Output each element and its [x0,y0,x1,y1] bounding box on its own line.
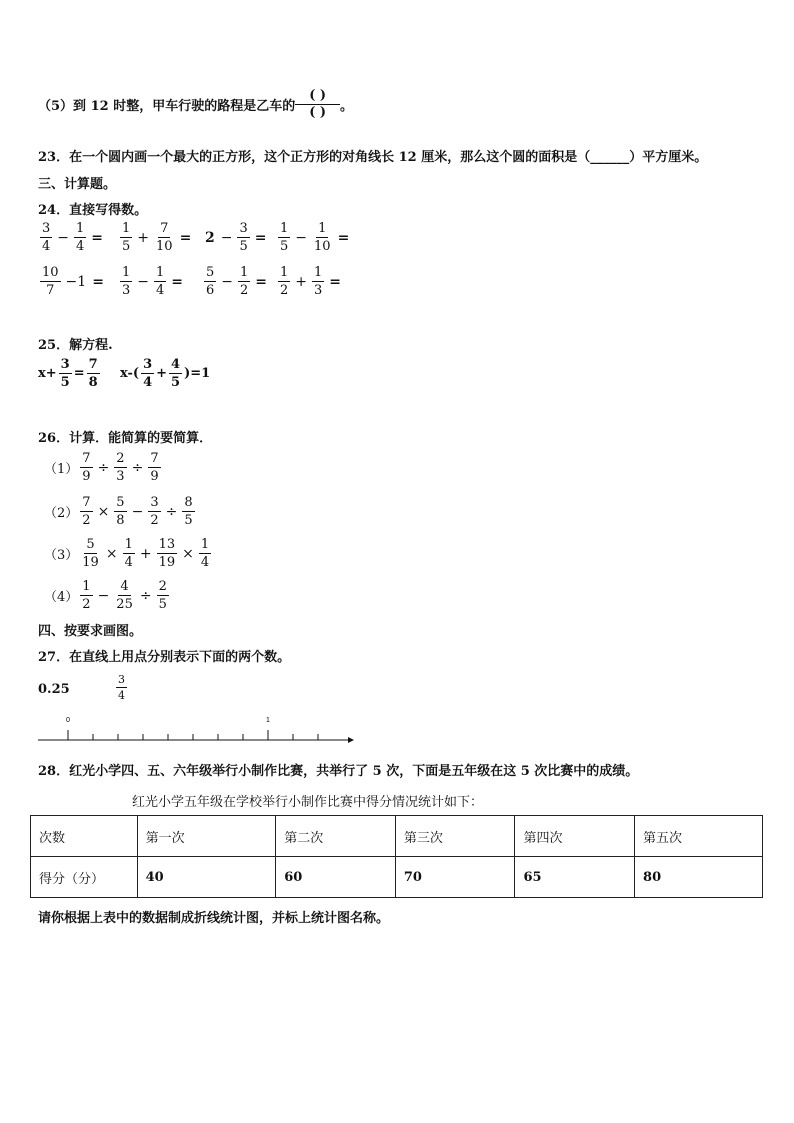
q25-eq2-prefix: x-( [120,366,140,381]
table-cell-score: 40 [137,857,276,898]
tick-label-0: 0 [66,717,70,724]
fraction: $\frac{7}{2}$ [82,495,91,528]
table-row-label: 得分（分） [31,857,138,898]
fraction: $\frac{1}{3}$ [122,265,131,298]
table-row [31,857,763,898]
fraction: $\frac{3}{4}$ [143,357,153,390]
q25-eq1-prefix: x+ [38,366,57,381]
fraction: $\frac{2}{5}$ [158,579,167,612]
q22-blank-numerator[interactable]: ( ) [295,88,340,105]
fraction: $\frac{10}{7}$ [42,265,59,298]
table-cell-score: 70 [395,857,515,898]
table-cell-score: 65 [515,857,635,898]
q22-suffix: 。 [340,99,354,114]
fraction: $\frac{1}{4}$ [156,265,165,298]
fraction: $\frac{3}{5}$ [239,221,248,254]
fraction: $\frac{7}{8}$ [88,357,98,390]
fraction: $\frac{1}{3}$ [314,265,323,298]
q27-number-decimal: 0.25 [38,682,70,697]
q22-part5 [38,88,353,121]
q22-prefix: （5）到 12 时整，甲车行驶的路程是乙车的 [38,99,296,114]
q22-blank-denominator[interactable]: ( ) [309,105,327,120]
fraction: $\frac{3}{5}$ [60,357,70,390]
q27-number-fraction: $\frac{3}{4}$ [118,673,125,702]
fraction: $\frac{7}{9}$ [150,451,159,484]
q26-item: （2） $\frac{7}{2}$ × $\frac{5}{8}$ − $\frac{3}{2}$ ÷ $\frac{8}{5}$ [44,495,193,528]
fraction: $\frac{8}{5}$ [184,495,193,528]
q25-eq1-equals: = [73,366,85,381]
table-cell-score: 80 [635,857,763,898]
table-header-cell: 第二次 [276,816,396,857]
fraction: $\frac{4}{25}$ [116,579,133,612]
q24-item: 2 − $\frac{3}{5}$ = [205,221,267,254]
q26-item: （1） $\frac{7}{9}$ ÷ $\frac{2}{3}$ ÷ $\frac{7}{9}$ [44,451,159,484]
table-header-cell: 第三次 [395,816,515,857]
q25-eq2-suffix: )=1 [184,366,211,381]
fraction: $\frac{7}{9}$ [82,451,91,484]
fraction: $\frac{1}{2}$ [240,265,249,298]
q24-title: 24．直接写得数。 [38,203,148,218]
fraction: $\frac{5}{8}$ [116,495,125,528]
fraction: $\frac{1}{10}$ [314,221,331,254]
table-header-row [31,816,763,857]
q24-item: $\frac{1}{2}$ + $\frac{1}{3}$ = [280,265,342,298]
section-4-heading: 四、按要求画图。 [38,624,143,639]
q24-item: $\frac{1}{5}$ + $\frac{7}{10}$ = [122,221,192,254]
tick-label-1: 1 [266,717,270,724]
fraction: $\frac{13}{19}$ [158,537,176,570]
q25-equation-2 [120,358,210,389]
q26-title: 26．计算．能简算的要简算． [38,431,213,446]
fraction: $\frac{1}{4}$ [76,221,85,254]
q23-text: 23．在一个圆内画一个最大的正方形，这个正方形的对角线长 12 厘米，那么这个圆的面积是（______）平方厘米。 [38,150,708,165]
q27-title: 27．在直线上用点分别表示下面的两个数。 [38,650,291,665]
table-cell-score: 60 [276,857,396,898]
number-line-ticks [68,730,318,740]
q24-item: $\frac{1}{5}$ − $\frac{1}{10}$ = [280,221,350,254]
fraction: $\frac{7}{10}$ [156,221,173,254]
fraction: $\frac{2}{3}$ [116,451,125,484]
fraction: $\frac{1}{2}$ [280,265,289,298]
q26-item: （4） $\frac{1}{2}$ − $\frac{4}{25}$ ÷ $\frac{2}{5}$ [44,579,167,612]
fraction: $\frac{1}{5}$ [122,221,131,254]
fraction: $\frac{1}{4}$ [124,537,133,570]
q28-footer: 请你根据上表中的数据制成折线统计图，并标上统计图名称。 [38,911,390,926]
q26-item: （3） $\frac{5}{19}$ × $\frac{1}{4}$ + $\frac{13}{19}$ × $\frac{1}{4}$ [44,537,210,570]
q25-title: 25．解方程. [38,338,113,353]
q24-item: $\frac{5}{6}$ − $\frac{1}{2}$ = [206,265,268,298]
q22-blank-fraction[interactable] [295,88,340,121]
number-line-arrow-icon [348,737,354,743]
fraction: $\frac{1}{5}$ [280,221,289,254]
fraction: $\frac{3}{4}$ [42,221,51,254]
number-line[interactable] [36,712,356,748]
fraction: $\frac{5}{19}$ [82,537,99,570]
q28-table-caption: 红光小学五年级在学校举行小制作比赛中得分情况统计如下： [132,795,484,810]
q24-item: $\frac{1}{3}$ − $\frac{1}{4}$ = [122,265,184,298]
q28-title: 28．红光小学四、五、六年级举行小制作比赛，共举行了 5 次，下面是五年级在这 5 次比赛中的成绩。 [38,764,639,779]
table-header-cell: 第四次 [515,816,635,857]
fraction: $\frac{1}{4}$ [200,537,210,570]
fraction: $\frac{4}{5}$ [171,357,181,390]
fraction: $\frac{3}{2}$ [150,495,159,528]
table-header-cell: 次数 [31,816,138,857]
fraction: $\frac{5}{6}$ [206,265,215,298]
score-table [30,815,763,898]
q25-eq2-plus: + [156,366,168,381]
table-header-cell: 第五次 [635,816,763,857]
q24-item: $\frac{3}{4}$ − $\frac{1}{4}$ = [42,221,104,254]
fraction: $\frac{1}{2}$ [82,579,91,612]
table-header-cell: 第一次 [137,816,276,857]
q24-item: $\frac{10}{7}$ −1 = [42,265,104,298]
section-3-heading: 三、计算题。 [38,177,117,192]
q25-equation-1 [38,358,102,389]
